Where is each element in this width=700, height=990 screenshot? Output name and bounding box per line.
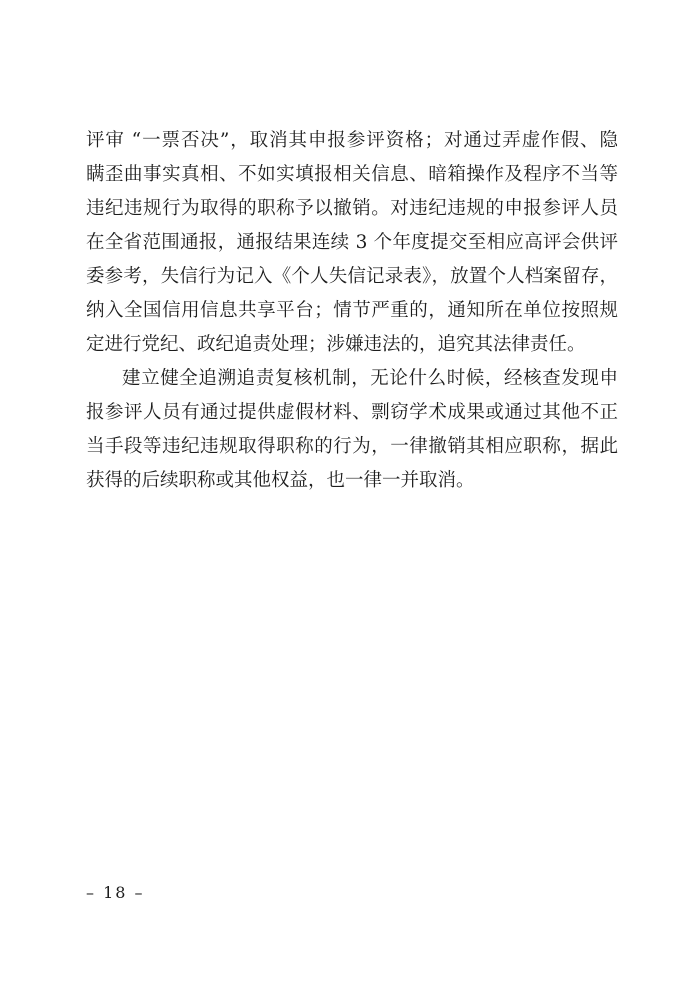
paragraph-line: 委参考，失信行为记入《个人失信记录表》，放置个人档案留存，	[86, 266, 618, 287]
paragraph-line: 定进行党纪、政纪追责处理；涉嫌违法的，追究其法律责任。	[86, 334, 586, 355]
paragraph-line: 评审 “一票否决”，取消其申报参评资格；对通过弄虚作假、隐	[86, 130, 618, 151]
paragraph-line: 纳入全国信用信息共享平台；情节严重的，通知所在单位按照规	[86, 300, 618, 321]
paragraph-line: 获得的后续职称或其他权益，也一律一并取消。	[86, 470, 475, 491]
page-number: – 18 –	[86, 883, 145, 902]
paragraph-2	[86, 362, 618, 498]
paragraph-line: 在全省范围通报，通报结果连续 3 个年度提交至相应高评会供评	[86, 232, 618, 253]
paragraph-line: 违纪违规行为取得的职称予以撤销。对违纪违规的申报参评人员	[86, 198, 618, 219]
paragraph-line: 瞒歪曲事实真相、不如实填报相关信息、暗箱操作及程序不当等	[86, 164, 618, 185]
body-text	[86, 124, 618, 498]
paragraph-line: 报参评人员有通过提供虚假材料、剽窃学术成果或通过其他不正	[86, 402, 618, 423]
paragraph-line: 当手段等违纪违规取得职称的行为，一律撤销其相应职称，据此	[86, 436, 618, 457]
paragraph-1	[86, 124, 618, 362]
paragraph-line: 建立健全追溯追责复核机制，无论什么时候，经核查发现申	[122, 368, 618, 389]
